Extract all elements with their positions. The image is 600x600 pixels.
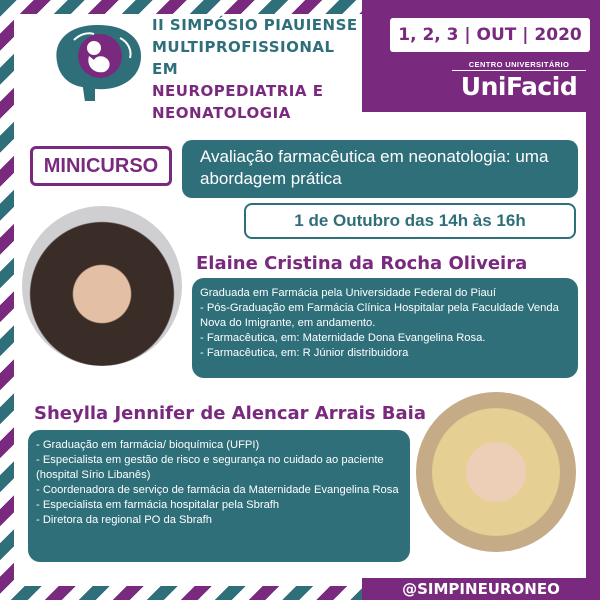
- bio-line: - Farmacêutica, em: R Júnior distribuidora: [200, 347, 409, 359]
- speaker-1-name: Elaine Cristina da Rocha Oliveira: [196, 253, 528, 274]
- course-title: Avaliação farmacêutica em neonatologia: uma abordagem prática: [200, 147, 549, 188]
- event-title: [152, 14, 362, 124]
- bio-line: - Graduação em farmácia/ bioquímica (UFPI): [36, 439, 260, 451]
- bio-line: - Pós-Graduação em Farmácia Clínica Hospitalar pela Faculdade Venda Nova do Imigrante, em andamento.: [200, 302, 559, 329]
- event-title-line-1: II SIMPÓSIO PIAUIENSE: [152, 16, 358, 34]
- bio-line: - Farmacêutica, em: Maternidade Dona Evangelina Rosa.: [200, 332, 486, 344]
- course-title-box: [182, 140, 578, 198]
- event-title-line-2: MULTIPROFISSIONAL EM: [152, 38, 335, 78]
- speaker-2-photo: [416, 392, 576, 552]
- minicurso-tag: [30, 146, 172, 186]
- unifacid-subtitle: CENTRO UNIVERSITÁRIO: [452, 60, 586, 71]
- event-title-line-3: NEUROPEDIATRIA E: [152, 82, 324, 100]
- social-handle-bar: [362, 578, 600, 600]
- speaker-2-name: Sheylla Jennifer de Alencar Arrais Baia: [34, 403, 426, 424]
- bio-line: - Diretora da regional PO da Sbrafh: [36, 514, 212, 526]
- speaker-2-bio: [28, 430, 410, 562]
- speaker-1-bio: [192, 278, 578, 378]
- event-date-text: 1, 2, 3 | OUT | 2020: [398, 25, 582, 45]
- brain-baby-logo-icon: [44, 16, 152, 108]
- bio-line: - Especialista em gestão de risco e segurança no cuidado ao paciente (hospital Sírio Libanês): [36, 454, 384, 481]
- bio-line: Graduada em Farmácia pela Universidade Federal do Piauí: [200, 287, 497, 299]
- bio-line: - Coordenadora de serviço de farmácia da Maternidade Evangelina Rosa: [36, 484, 399, 496]
- bio-line: - Especialista em farmácia hospitalar pela Sbrafh: [36, 499, 280, 511]
- course-datetime: 1 de Outubro das 14h às 16h: [294, 211, 526, 230]
- speaker-1-photo: [22, 206, 182, 366]
- social-handle: @SIMPINEURONEO: [402, 580, 560, 598]
- course-datetime-box: [244, 203, 576, 239]
- event-title-line-4: NEONATOLOGIA: [152, 104, 291, 122]
- right-purple-edge: [586, 112, 600, 600]
- unifacid-name: UniFacid: [460, 72, 578, 101]
- minicurso-label: MINICURSO: [43, 155, 159, 177]
- unifacid-logo: [452, 60, 586, 104]
- event-date-badge: [390, 18, 590, 52]
